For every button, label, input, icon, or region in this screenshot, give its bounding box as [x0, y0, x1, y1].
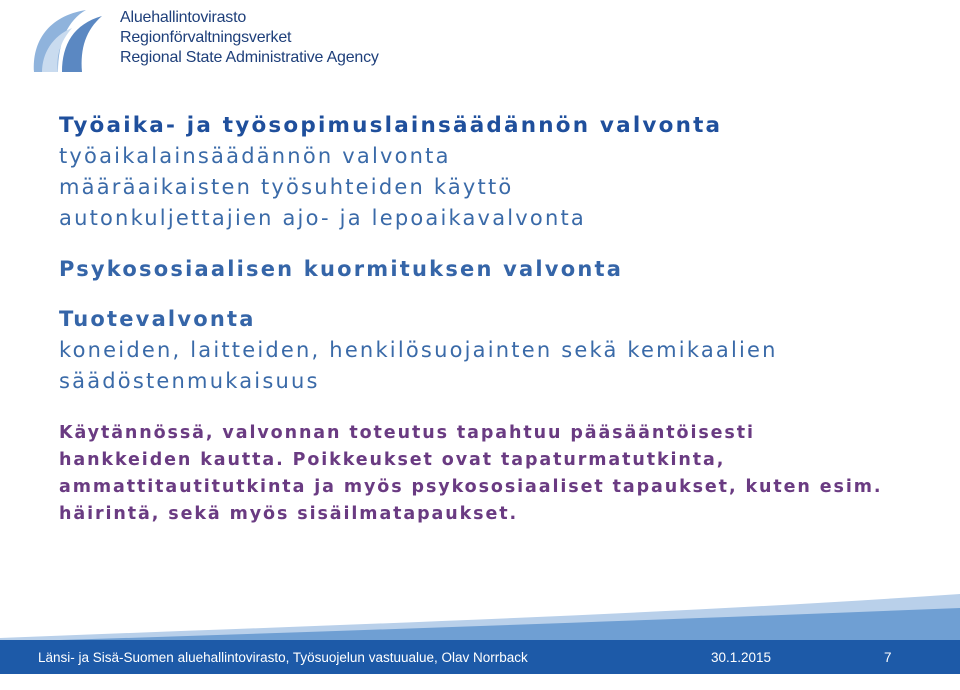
list-item: säädöstenmukaisuus [59, 369, 320, 393]
agency-name [120, 8, 379, 68]
slide-content [59, 110, 939, 528]
footer-bar [0, 640, 960, 674]
agency-logo-icon [28, 2, 110, 80]
footer-wave [0, 586, 960, 690]
practice-note [59, 420, 939, 528]
note-line: hankkeiden kautta. Poikkeukset ovat tapaturmatutkinta, [59, 450, 726, 470]
agency-name-sv: Regionförvaltningsverket [120, 29, 292, 46]
agency-name-fi: Aluehallintovirasto [120, 9, 247, 26]
section-title-product-surveillance: Tuotevalvonta [59, 307, 256, 331]
footer-organization: Länsi- ja Sisä-Suomen aluehallintovirasto, Työsuojelun vastuualue, Olav Norrback [38, 649, 528, 665]
agency-logo [28, 2, 388, 82]
section-title-working-time: Työaika- ja työsopimuslainsäädännön valvonta [59, 113, 723, 138]
note-line: häirintä, sekä myös sisäilmatapaukset. [59, 504, 519, 524]
footer-date: 30.1.2015 [711, 649, 772, 665]
list-item: määräaikaisten työsuhteiden käyttö [59, 175, 514, 199]
note-line: ammattitautitutkinta ja myös psykososiaaliset tapaukset, kuten esim. [59, 477, 883, 497]
note-line: Käytännössä, valvonnan toteutus tapahtuu pääsääntöisesti [59, 423, 755, 443]
section-title-psychosocial: Psykososiaalisen kuormituksen valvonta [59, 257, 624, 281]
page-number: 7 [884, 649, 892, 665]
agency-name-en: Regional State Administrative Agency [120, 49, 379, 66]
list-item: autonkuljettajien ajo- ja lepoaikavalvonta [59, 206, 586, 230]
list-item: koneiden, laitteiden, henkilösuojainten sekä kemikaalien [59, 338, 778, 362]
list-item: työaikalainsäädännön valvonta [59, 144, 451, 168]
